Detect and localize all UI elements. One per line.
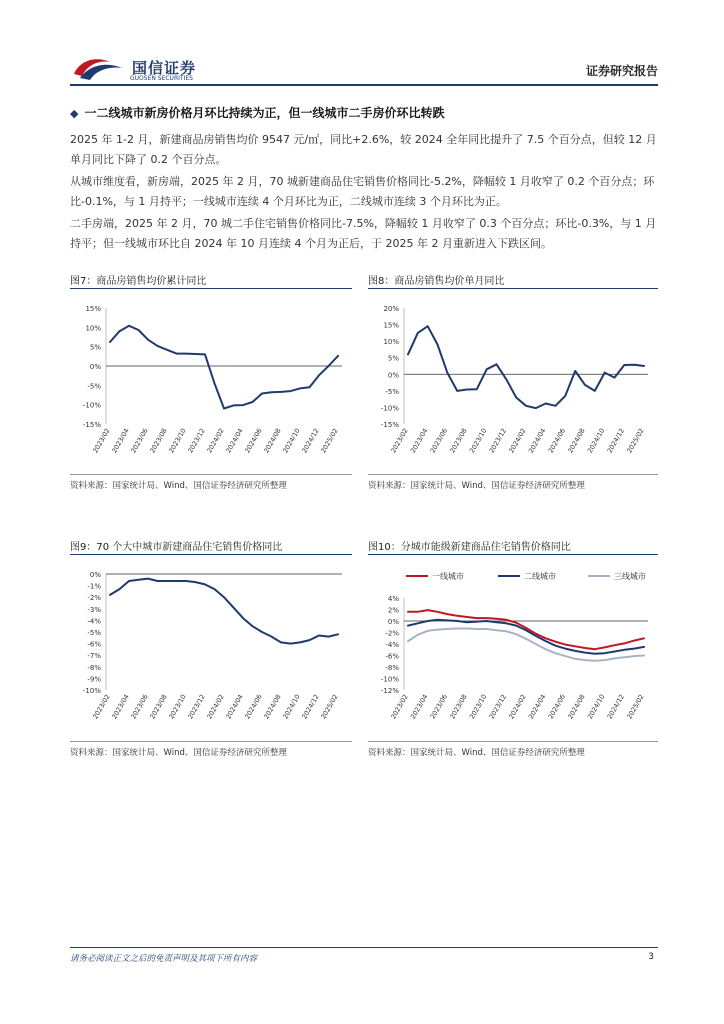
y-tick-label: 10% bbox=[383, 338, 399, 347]
y-tick-label: -5% bbox=[87, 382, 101, 391]
fig8-title: 图8：商品房销售均价单月同比 bbox=[368, 276, 505, 287]
fig9-title: 图9：70 个大中城市新建商品住宅销售价格同比 bbox=[70, 542, 283, 553]
y-tick-label: 15% bbox=[85, 305, 101, 313]
fig10-source: 资料来源：国家统计局、Wind、国信证券经济研究所整理 bbox=[368, 748, 585, 758]
x-tick-label: 2024/02 bbox=[507, 427, 528, 455]
fig8-chart bbox=[368, 296, 658, 468]
fig8-source: 资料来源：国家统计局、Wind、国信证券经济研究所整理 bbox=[368, 481, 585, 491]
header-divider bbox=[70, 84, 658, 86]
series-line bbox=[408, 620, 644, 654]
y-tick-label: -8% bbox=[385, 664, 399, 672]
y-tick-label: 10% bbox=[85, 324, 101, 333]
y-tick-label: -4% bbox=[87, 617, 101, 626]
y-tick-label: -12% bbox=[380, 687, 399, 695]
section-title-text: 一二线城市新房价格月环比持续为正，但一线城市二手房价环比转跌 bbox=[84, 106, 445, 120]
legend-label: 一线城市 bbox=[432, 572, 464, 581]
fig9-source-rule bbox=[70, 741, 352, 742]
x-tick-label: 2023/12 bbox=[186, 693, 207, 721]
y-tick-label: -10% bbox=[380, 404, 399, 413]
fig10-chart bbox=[368, 562, 658, 734]
x-tick-label: 2024/08 bbox=[566, 427, 587, 455]
x-tick-label: 2025/02 bbox=[319, 427, 340, 455]
page-header bbox=[70, 48, 658, 84]
footer-disclaimer: 请务必阅读正文之后的免责声明及其项下所有内容 bbox=[70, 954, 258, 964]
y-tick-label: -5% bbox=[87, 629, 101, 637]
y-tick-label: -10% bbox=[380, 675, 399, 684]
y-tick-label: 0% bbox=[89, 363, 101, 371]
x-tick-label: 2025/02 bbox=[625, 427, 646, 455]
y-tick-label: -4% bbox=[385, 641, 399, 649]
page-number: 3 bbox=[648, 952, 654, 962]
y-tick-label: -15% bbox=[380, 421, 399, 429]
x-tick-label: 2024/10 bbox=[585, 427, 607, 455]
y-tick-label: 0% bbox=[387, 371, 399, 380]
y-tick-label: 0% bbox=[387, 618, 399, 626]
fig7-chart bbox=[70, 296, 352, 468]
y-tick-label: -5% bbox=[385, 387, 399, 396]
x-tick-label: 2024/10 bbox=[585, 693, 607, 721]
x-tick-label: 2024/04 bbox=[526, 427, 548, 455]
diamond-bullet-icon: ◆ bbox=[70, 107, 79, 120]
paragraph-1: 2025 年 1-2 月，新建商品房销售均价 9547 元/㎡，同比+2.6%，较 2024 全年同比提升了 7.5 个百分点，但较 12 月单月同比下降了 0.2 个百分点。 bbox=[70, 133, 657, 166]
logo-name-cn: 国信证券 bbox=[132, 59, 197, 77]
y-tick-label: -6% bbox=[385, 652, 399, 661]
x-tick-label: 2023/10 bbox=[467, 693, 489, 721]
y-tick-label: -1% bbox=[87, 582, 101, 591]
y-tick-label: -10% bbox=[82, 401, 101, 410]
x-tick-label: 2025/02 bbox=[625, 693, 646, 721]
x-tick-label: 2023/04 bbox=[408, 427, 430, 455]
y-tick-label: -3% bbox=[87, 605, 101, 614]
x-tick-label: 2023/10 bbox=[167, 693, 188, 721]
y-tick-label: 2% bbox=[387, 606, 399, 615]
x-tick-label: 2024/06 bbox=[243, 427, 264, 455]
fig10-title: 图10：分城市能级新建商品住宅销售价格同比 bbox=[368, 542, 571, 553]
legend-label: 二线城市 bbox=[524, 572, 556, 581]
footer-divider bbox=[70, 947, 658, 948]
x-tick-label: 2024/04 bbox=[224, 427, 245, 455]
x-tick-label: 2023/06 bbox=[129, 693, 150, 721]
y-tick-label: -7% bbox=[87, 652, 101, 661]
x-tick-label: 2024/02 bbox=[205, 693, 226, 721]
x-tick-label: 2024/06 bbox=[546, 427, 568, 455]
fig9-source: 资料来源：国家统计局、Wind、国信证券经济研究所整理 bbox=[70, 748, 287, 758]
y-tick-label: -2% bbox=[87, 594, 101, 603]
x-tick-label: 2024/06 bbox=[546, 693, 568, 721]
x-tick-label: 2023/10 bbox=[467, 427, 489, 455]
x-tick-label: 2024/10 bbox=[281, 427, 302, 455]
fig10-title-rule bbox=[368, 554, 658, 555]
y-tick-label: 15% bbox=[383, 321, 399, 330]
y-tick-label: 4% bbox=[387, 595, 399, 603]
x-tick-label: 2023/04 bbox=[110, 693, 131, 721]
x-tick-label: 2024/12 bbox=[300, 693, 321, 721]
guosen-logo bbox=[70, 54, 210, 82]
fig9-title-rule bbox=[70, 554, 352, 555]
series-line bbox=[110, 326, 338, 409]
fig7-title: 图7：商品房销售均价累计同比 bbox=[70, 276, 207, 287]
x-tick-label: 2023/08 bbox=[448, 427, 469, 455]
x-tick-label: 2024/12 bbox=[605, 427, 627, 455]
series-line bbox=[110, 579, 338, 644]
x-tick-label: 2023/12 bbox=[487, 693, 509, 721]
x-tick-label: 2024/02 bbox=[507, 693, 528, 721]
logo-name-en: GUOSEN SECURITIES bbox=[130, 75, 193, 82]
x-tick-label: 2024/08 bbox=[262, 693, 283, 721]
x-tick-label: 2023/12 bbox=[487, 427, 509, 455]
fig8-source-rule bbox=[368, 474, 658, 475]
y-tick-label: -8% bbox=[87, 663, 101, 672]
y-tick-label: -10% bbox=[82, 687, 101, 695]
x-tick-label: 2024/08 bbox=[262, 427, 283, 455]
x-tick-label: 2023/02 bbox=[389, 427, 410, 455]
x-tick-label: 2023/12 bbox=[186, 427, 207, 455]
section-title bbox=[70, 104, 658, 121]
x-tick-label: 2023/06 bbox=[428, 427, 450, 455]
x-tick-label: 2024/02 bbox=[205, 427, 226, 455]
fig7-source-rule bbox=[70, 474, 352, 475]
x-tick-label: 2023/02 bbox=[389, 693, 410, 721]
x-tick-label: 2023/06 bbox=[428, 693, 450, 721]
y-tick-label: 0% bbox=[89, 571, 101, 579]
x-tick-label: 2023/04 bbox=[110, 427, 131, 455]
x-tick-label: 2023/06 bbox=[129, 427, 150, 455]
fig7-source: 资料来源：国家统计局、Wind、国信证券经济研究所整理 bbox=[70, 481, 287, 491]
series-line bbox=[408, 326, 644, 408]
fig7-title-rule bbox=[70, 288, 352, 289]
paragraph-3: 二手房端，2025 年 2 月，70 城二手住宅销售价格同比-7.5%，降幅较 1 月收窄了 0.3 个百分点；环比-0.3%，与 1 月持平；但一线城市环比自 2024 年 10 月连续 4 个月为正后，于 2025 年 2 月重新进入下跌区间。 bbox=[70, 217, 657, 250]
fig8-title-rule bbox=[368, 288, 658, 289]
x-tick-label: 2024/06 bbox=[243, 693, 264, 721]
paragraph-2: 从城市维度看，新房端，2025 年 2 月，70 城新建商品住宅销售价格同比-5.2%，降幅较 1 月收窄了 0.2 个百分点；环比-0.1%，与 1 月持平；一线城市连续 4 个月环比为正，二线城市连续 3 个月环比为正。 bbox=[70, 175, 655, 208]
legend-label: 三线城市 bbox=[614, 572, 646, 581]
x-tick-label: 2023/08 bbox=[148, 693, 169, 721]
x-tick-label: 2023/02 bbox=[91, 427, 112, 455]
x-tick-label: 2023/02 bbox=[91, 693, 112, 721]
y-tick-label: -9% bbox=[87, 675, 101, 684]
x-tick-label: 2024/10 bbox=[281, 693, 302, 721]
fig10-source-rule bbox=[368, 741, 658, 742]
y-tick-label: -6% bbox=[87, 640, 101, 649]
y-tick-label: 5% bbox=[89, 343, 101, 352]
x-tick-label: 2023/08 bbox=[148, 427, 169, 455]
report-type: 证券研究报告 bbox=[585, 64, 658, 78]
fig9-chart bbox=[70, 562, 352, 734]
x-tick-label: 2024/12 bbox=[605, 693, 627, 721]
x-tick-label: 2024/04 bbox=[526, 693, 548, 721]
y-tick-label: -2% bbox=[385, 629, 399, 638]
x-tick-label: 2024/08 bbox=[566, 693, 587, 721]
x-tick-label: 2025/02 bbox=[319, 693, 340, 721]
series-line bbox=[408, 629, 644, 661]
y-tick-label: 5% bbox=[387, 354, 399, 363]
x-tick-label: 2024/04 bbox=[224, 693, 245, 721]
y-tick-label: -15% bbox=[82, 421, 101, 429]
x-tick-label: 2023/08 bbox=[448, 693, 469, 721]
x-tick-label: 2023/04 bbox=[408, 693, 430, 721]
logo-mark-icon bbox=[70, 54, 130, 82]
y-tick-label: 20% bbox=[383, 305, 399, 313]
x-tick-label: 2024/12 bbox=[300, 427, 321, 455]
x-tick-label: 2023/10 bbox=[167, 427, 188, 455]
